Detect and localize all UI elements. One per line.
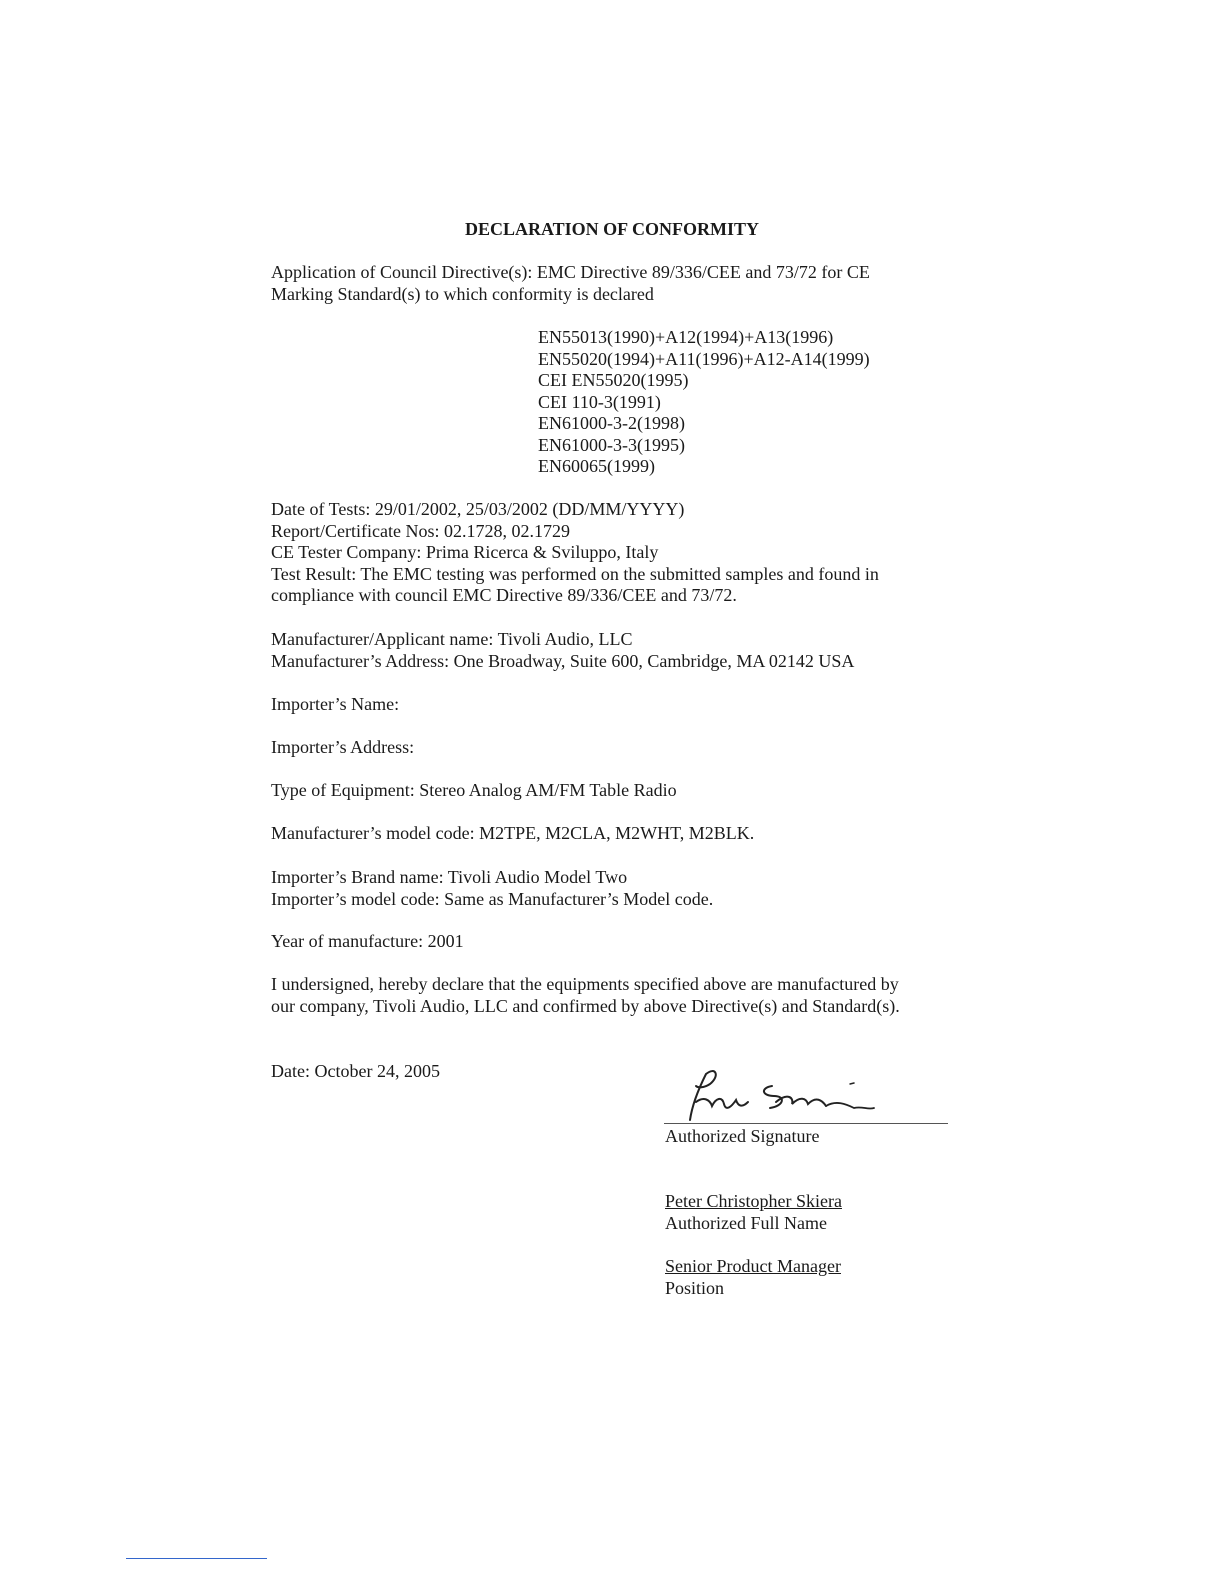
brand-section <box>271 867 951 910</box>
standard-item: CEI 110-3(1991) <box>538 391 661 412</box>
model-code: Manufacturer’s model code: M2TPE, M2CLA, M2WHT, M2BLK. <box>271 823 755 843</box>
standard-item: EN60065(1999) <box>538 456 655 476</box>
position-section <box>665 1256 841 1299</box>
brand-name: Importer’s Brand name: Tivoli Audio Model Two <box>271 867 628 887</box>
report-numbers: Report/Certificate Nos: 02.1728, 02.1729 <box>271 520 570 541</box>
tests-section <box>271 499 951 607</box>
standards-list <box>538 327 870 478</box>
signature-line <box>664 1123 948 1124</box>
signature-block <box>660 1060 950 1160</box>
standard-item: EN61000-3-2(1998) <box>538 413 685 433</box>
declaration-line-2: our company, Tivoli Audio, LLC and confirmed by above Directive(s) and Standard(s). <box>271 995 900 1016</box>
standard-item: CEI EN55020(1995) <box>538 370 689 390</box>
document-title: DECLARATION OF CONFORMITY <box>464 219 759 239</box>
declaration-line-1: I undersigned, hereby declare that the equipments specified above are manufactured by <box>271 974 899 994</box>
footer-rule <box>126 1558 267 1559</box>
standard-item: EN55020(1994)+A11(1996)+A12-A14(1999) <box>538 348 870 369</box>
manufacturer-address: Manufacturer’s Address: One Broadway, Suite 600, Cambridge, MA 02142 USA <box>271 650 855 671</box>
position-label: Position <box>665 1277 725 1298</box>
declaration-date: Date: October 24, 2005 <box>271 1061 440 1081</box>
signature-label: Authorized Signature <box>665 1126 820 1146</box>
full-name-label: Authorized Full Name <box>665 1212 827 1233</box>
application-section <box>271 262 951 305</box>
importer-name: Importer’s Name: <box>271 694 400 714</box>
full-name-section <box>665 1191 842 1234</box>
importer-address: Importer’s Address: <box>271 737 415 757</box>
position: Senior Product Manager <box>665 1256 841 1276</box>
application-line-1: Application of Council Directive(s): EMC Directive 89/336/CEE and 73/72 for CE <box>271 262 870 282</box>
standard-item: EN61000-3-3(1995) <box>538 434 685 455</box>
application-line-2: Marking Standard(s) to which conformity is declared <box>271 283 654 304</box>
manufacturer-section <box>271 629 951 672</box>
tester-company: CE Tester Company: Prima Ricerca & Sviluppo, Italy <box>271 542 659 562</box>
handwritten-signature <box>676 1062 886 1122</box>
manufacturer-name: Manufacturer/Applicant name: Tivoli Audio, LLC <box>271 629 633 649</box>
declaration-section <box>271 974 951 1017</box>
test-result-line-1: Test Result: The EMC testing was performed on the submitted samples and found in <box>271 563 879 584</box>
standard-item: EN55013(1990)+A12(1994)+A13(1996) <box>538 327 834 347</box>
year-of-manufacture: Year of manufacture: 2001 <box>271 931 464 951</box>
test-dates: Date of Tests: 29/01/2002, 25/03/2002 (DD/MM/YYYY) <box>271 499 685 519</box>
full-name: Peter Christopher Skiera <box>665 1191 842 1211</box>
equipment-type: Type of Equipment: Stereo Analog AM/FM Table Radio <box>271 780 677 800</box>
test-result-line-2: compliance with council EMC Directive 89/336/CEE and 73/72. <box>271 585 737 605</box>
brand-model-code: Importer’s model code: Same as Manufacturer’s Model code. <box>271 888 714 909</box>
